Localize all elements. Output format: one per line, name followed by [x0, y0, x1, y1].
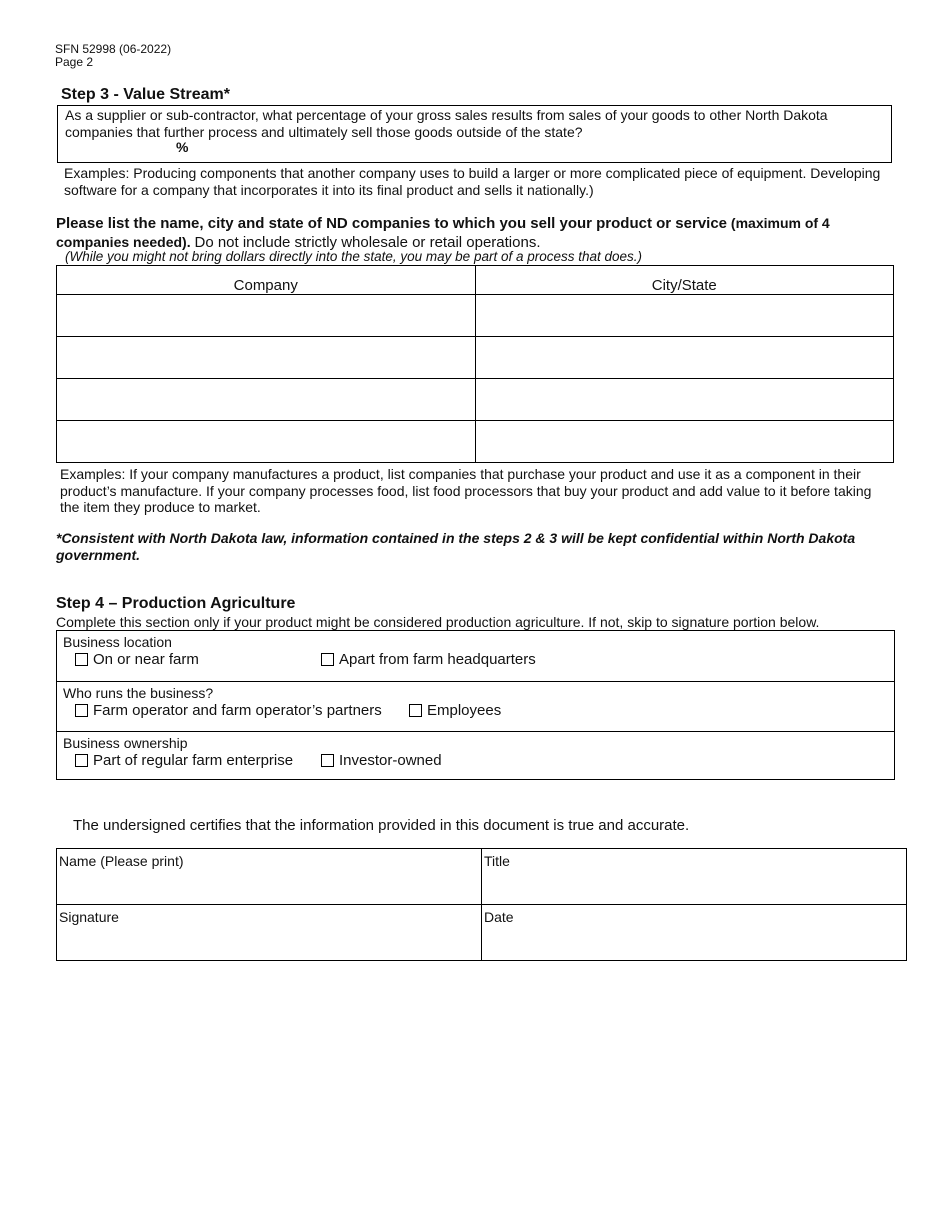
column-company: Company	[57, 266, 476, 295]
who-runs-row	[57, 681, 894, 732]
company-field[interactable]	[57, 379, 476, 421]
option-farm-operator[interactable]	[75, 702, 382, 719]
option-investor-owned[interactable]	[321, 752, 442, 769]
option-label: On or near farm	[93, 651, 199, 668]
city-state-field[interactable]	[475, 295, 894, 337]
business-location-label: Business location	[63, 634, 172, 650]
option-label: Apart from farm headquarters	[339, 651, 536, 668]
checkbox[interactable]	[75, 704, 88, 717]
table-row	[57, 337, 894, 379]
table-row	[57, 379, 894, 421]
signature-row-2	[57, 905, 907, 961]
option-on-near-farm[interactable]	[75, 651, 199, 668]
step3-examples-2: Examples: If your company manufactures a product, list companies that purchase your product and use it as a component in their product’s manufacture. If your company processes food, list food processors that buy your product and add value to it before taking the item they produce to market.	[60, 466, 872, 515]
option-part-of-farm[interactable]	[75, 752, 293, 769]
production-agriculture-box	[56, 630, 895, 780]
checkbox[interactable]	[409, 704, 422, 717]
companies-table	[56, 265, 894, 463]
page-number: Page 2	[55, 55, 94, 69]
table-row	[57, 295, 894, 337]
checkbox[interactable]	[321, 754, 334, 767]
form-header	[55, 43, 171, 69]
step3-examples: Examples: Producing components that another company uses to build a larger or more complicated piece of equipment. Developing software for a company that incorporates it into its final product and sells it nationally.)	[64, 165, 881, 198]
company-field[interactable]	[57, 295, 476, 337]
business-ownership-row	[57, 731, 894, 782]
list-note: (While you might not bring dollars directly into the state, you may be part of a process that does.)	[65, 249, 643, 264]
name-field[interactable]	[57, 849, 482, 905]
signature-table	[56, 848, 907, 961]
business-ownership-label: Business ownership	[63, 735, 188, 751]
percent-input[interactable]	[176, 139, 188, 155]
company-field[interactable]	[57, 337, 476, 379]
list-heading-bold: Please list the name, city and state of ND companies to which you sell your product or service	[56, 215, 728, 232]
table-header-row	[57, 266, 894, 295]
table-row	[57, 421, 894, 463]
confidentiality-note: *Consistent with North Dakota law, information contained in the steps 2 & 3 will be kept confidential within North Dakota government.	[56, 530, 856, 563]
city-state-field[interactable]	[475, 337, 894, 379]
title-label: Title	[484, 853, 510, 869]
signature-label: Signature	[59, 909, 119, 925]
city-state-field[interactable]	[475, 421, 894, 463]
checkbox[interactable]	[321, 653, 334, 666]
company-list-heading	[56, 214, 896, 252]
form-number: SFN 52998 (06-2022)	[55, 42, 172, 56]
step3-title: Step 3 - Value Stream*	[61, 86, 230, 103]
business-location-row	[57, 631, 894, 681]
step4-subtitle: Complete this section only if your product might be considered production agriculture. If not, skip to signature portion below.	[56, 614, 820, 630]
column-city-state: City/State	[475, 266, 894, 295]
list-heading-max: (maximum of 4 companies needed).	[56, 215, 830, 250]
option-label: Investor-owned	[339, 752, 442, 769]
city-state-field[interactable]	[475, 379, 894, 421]
checkbox[interactable]	[75, 754, 88, 767]
checkbox[interactable]	[75, 653, 88, 666]
option-label: Employees	[427, 702, 502, 719]
who-runs-label: Who runs the business?	[63, 685, 214, 701]
option-label: Part of regular farm enterprise	[93, 752, 294, 769]
signature-row-1	[57, 849, 907, 905]
value-stream-question: As a supplier or sub-contractor, what percentage of your gross sales results from sales of your goods to other North Dakota companies that further process and ultimately sell those goods outside of the state?	[65, 107, 828, 140]
signature-field[interactable]	[57, 905, 482, 961]
date-label: Date	[484, 909, 514, 925]
option-employees[interactable]	[409, 702, 501, 719]
date-field[interactable]	[482, 905, 907, 961]
value-stream-question-box	[57, 105, 892, 163]
step4-title: Step 4 – Production Agriculture	[56, 595, 296, 612]
certification-statement: The undersigned certifies that the information provided in this document is true and accurate.	[73, 817, 690, 834]
option-label: Farm operator and farm operator’s partners	[93, 702, 382, 719]
title-field[interactable]	[482, 849, 907, 905]
company-field[interactable]	[57, 421, 476, 463]
name-label: Name (Please print)	[59, 853, 184, 869]
option-apart-from-farm[interactable]	[321, 651, 536, 668]
percent-symbol: %	[176, 139, 189, 155]
list-heading-normal: Do not include strictly wholesale or retail operations.	[194, 234, 541, 251]
